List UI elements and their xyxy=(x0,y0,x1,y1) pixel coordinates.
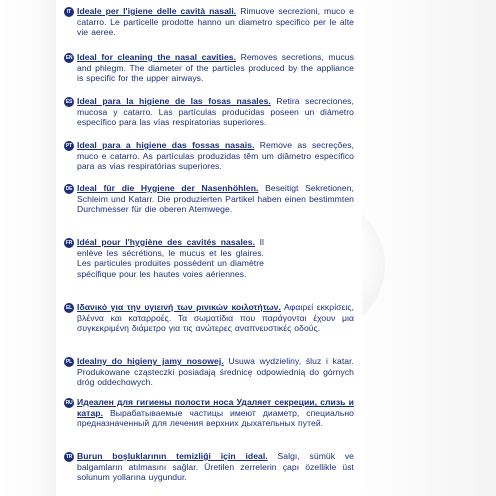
flag-badge-pl: PL xyxy=(66,359,72,365)
flag-badge-en: EN xyxy=(65,55,73,61)
section-tr-title: Burun boşluklarının temizliği için ideal. xyxy=(77,451,268,461)
section-pl-text xyxy=(77,356,354,388)
section-en-text xyxy=(77,52,354,84)
section-de-title: Ideal für die Hygiene der Nasenhöhlen. xyxy=(77,183,259,193)
section-es-title: Ideal para la higiene de las fosas nasales. xyxy=(77,96,271,106)
section-en-title: Ideal for cleaning the nasal cavities. xyxy=(77,52,237,62)
flag-badge-it: IT xyxy=(64,7,74,17)
flag-badge-ru: RU xyxy=(65,400,73,406)
section-ru-body: Вырабатываемые частицы имеют диаметр, специально предназначенный для лечения верхних дыхательных путей. xyxy=(77,407,354,429)
section-it-title: Ideale per l'igiene delle cavità nasali. xyxy=(77,6,237,16)
section-ru-text xyxy=(77,397,354,429)
section-pt-body: Remove as secreções, muco e catarro. As partículas produzidas têm um diâmetro específico para as vias respiratórias superiores. xyxy=(77,140,354,172)
section-es xyxy=(64,96,354,128)
section-ru xyxy=(64,397,354,429)
section-fr-body: Il enlève les sécrétions, le mucus et les glaires. Les particules produites possèdent un diamètre spécifique pour les hautes voies aériennes. xyxy=(77,237,264,279)
section-pl-title: Idealny do higieny jamy nosowej. xyxy=(77,356,224,366)
flag-badge-es: ES xyxy=(65,99,73,105)
page-left-edge xyxy=(0,0,56,496)
section-es-text xyxy=(77,96,354,128)
section-it-text xyxy=(77,6,354,38)
section-it xyxy=(64,6,354,38)
section-fr-title: Idéal pour l'hygiène des cavités nasales. xyxy=(77,237,256,247)
flag-badge-de: DE xyxy=(65,186,73,192)
section-el-text xyxy=(77,302,354,334)
section-pl xyxy=(64,356,354,388)
section-en xyxy=(64,52,354,84)
section-ru-title: Идеален для гигиены полости носа Удаляет секреции, слизь и катар. xyxy=(77,397,354,418)
section-el-body: Αφαιρεί εκκρίσεις, βλέννα και καταρροές. Τα σωματίδια που παράγονται έχουν μια συγκεκριμένη διάμετρο για τις ανώτερες αναπνευστικές οδούς. xyxy=(77,302,354,334)
section-pt-title: Ideal para a higiene das fossas nasais. xyxy=(77,140,255,150)
flag-badge-pt: PT xyxy=(66,143,72,149)
section-pt-text xyxy=(77,140,354,172)
section-fr-text xyxy=(77,237,264,279)
flag-badge-fr: FR xyxy=(65,240,73,246)
section-tr-body: Salgı, sümük ve balgamların atılmasını sağlar. Üretilen zerrelerin çapı özellikle üst solunum yollarına uygundur. xyxy=(77,451,354,483)
section-el xyxy=(64,302,354,334)
section-it-body: Rimuove secrezioni, muco e catarro. Le particelle prodotte hanno un diametro specifico per le alte vie aeree. xyxy=(77,6,354,38)
flag-badge-el: EL xyxy=(66,305,72,311)
section-de-body: Beseitigt Sekretionen, Schleim und Katarr. Die produzierten Partikel haben einen bestimmten Durchmesser für die oberen Atemwege. xyxy=(77,183,354,215)
section-en-body: Removes secretions, mucus and phlegm. The diameter of the particles produced by the appliance is specific for the upper airways. xyxy=(77,52,354,84)
flag-badge-tr: TR xyxy=(65,454,73,460)
section-fr xyxy=(64,237,264,279)
section-pl-body: Usuwa wydzieliny, śluz i katar. Produkowane cząsteczki posiadają średnicę odpowiednią do górnych dróg oddechowych. xyxy=(77,356,354,388)
section-de-text xyxy=(77,183,354,215)
section-de xyxy=(64,183,354,215)
section-pt xyxy=(64,140,354,172)
section-es-body: Retira secreciones, mucosa y catarro. Las partículas producidas poseen un diámetro específico para las vías respiratorias superiores. xyxy=(77,96,354,128)
section-el-title: Ιδανικό για την υγιεινή των ρινικών κοιλοτήτων. xyxy=(77,302,281,312)
section-tr-text xyxy=(77,451,354,483)
section-tr xyxy=(64,451,354,483)
